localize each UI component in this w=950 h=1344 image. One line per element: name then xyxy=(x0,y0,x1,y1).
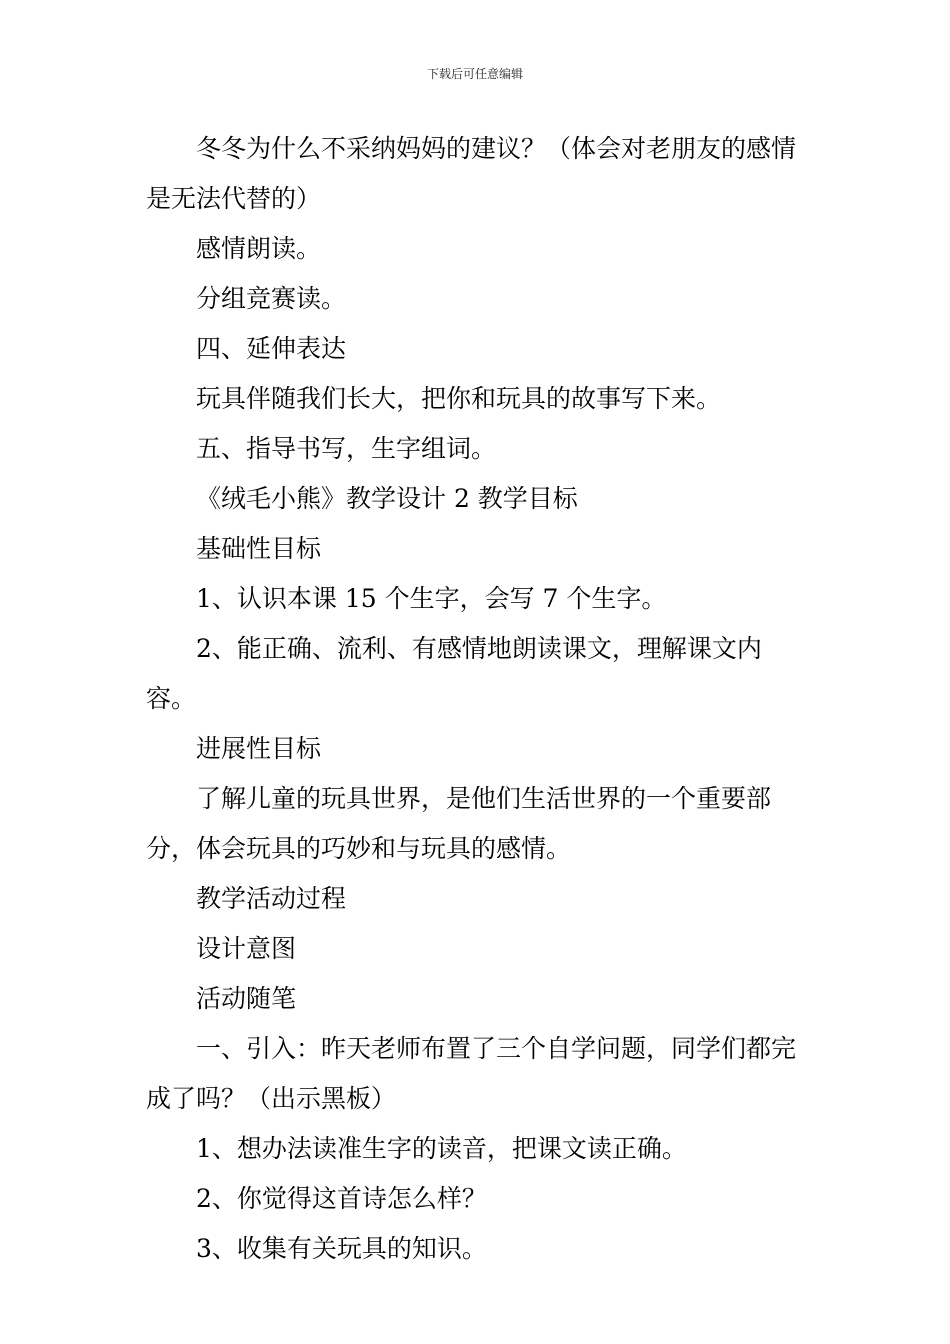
subheading: 活动随笔 xyxy=(196,984,297,1013)
subheading: 教学活动过程 xyxy=(196,884,347,913)
section-heading: 四、延伸表达 xyxy=(196,334,347,363)
paragraph: 玩具伴随我们长大，把你和玩具的故事写下来。 xyxy=(196,384,722,413)
list-item: 3、收集有关玩具的知识。 xyxy=(196,1234,487,1263)
section-heading: 一、引入：昨天老师布置了三个自学问题，同学们都完成了吗？（出示黑板） xyxy=(146,1034,797,1113)
page-header: 下载后可任意编辑 xyxy=(426,67,523,81)
paragraph: 了解儿童的玩具世界，是他们生活世界的一个重要部分，体会玩具的巧妙和与玩具的感情。 xyxy=(146,784,772,863)
list-item: 1、想办法读准生字的读音，把课文读正确。 xyxy=(196,1134,687,1163)
document-title: 《绒毛小熊》教学设计 2 教学目标 xyxy=(196,484,578,513)
subheading: 设计意图 xyxy=(196,934,297,963)
list-item: 2、你觉得这首诗怎么样？ xyxy=(196,1184,487,1213)
list-item: 1、认识本课 15 个生字，会写 7 个生字。 xyxy=(196,584,667,613)
paragraph: 冬冬为什么不采纳妈妈的建议？（体会对老朋友的感情是无法代替的） xyxy=(146,134,797,213)
subheading: 进展性目标 xyxy=(196,734,322,763)
list-item: 2、能正确、流利、有感情地朗读课文，理解课文内容。 xyxy=(146,634,762,713)
section-heading: 五、指导书写，生字组词。 xyxy=(196,434,497,463)
document-body xyxy=(146,124,811,1274)
paragraph: 分组竞赛读。 xyxy=(196,284,347,313)
paragraph: 感情朗读。 xyxy=(196,234,322,263)
subheading: 基础性目标 xyxy=(196,534,322,563)
